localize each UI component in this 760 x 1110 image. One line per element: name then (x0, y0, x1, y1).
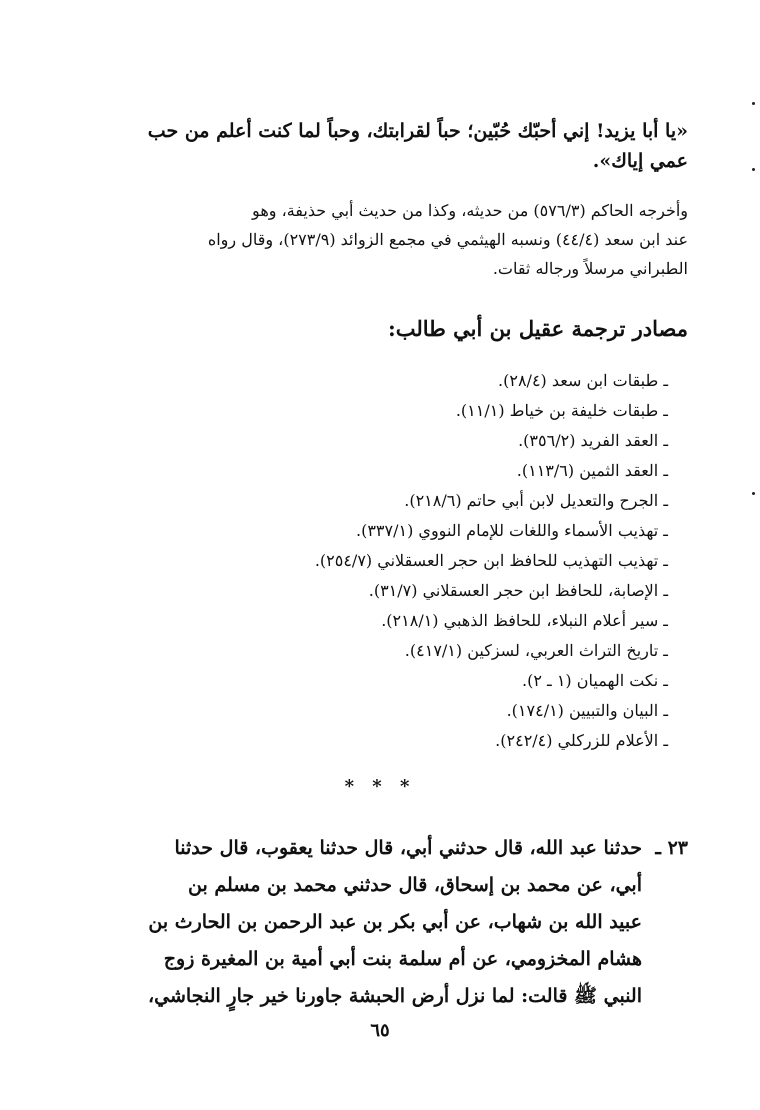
quote-text (108, 116, 688, 176)
list-item: ـ تهذيب التهذيب للحافظ ابن حجر العسقلاني (٢٥٤/٧). (314, 551, 668, 570)
margin-dot (752, 168, 755, 171)
list-item: ـ سير أعلام النبلاء، للحافظ الذهبي (٢١٨/١). (381, 611, 668, 630)
list-item: ـ العقد الفريد (٣٥٦/٢). (518, 431, 668, 450)
list-item: ـ طبقات ابن سعد (٢٨/٤). (498, 371, 668, 390)
hadith-text (108, 830, 688, 1015)
hadith-line: حدثنا عبد الله، قال حدثني أبي، قال حدثنا يعقوب، قال حدثنا (174, 837, 642, 859)
hadith-line: هشام المخزومي، عن أم سلمة بنت أبي أمية بن المغيرة زوج (163, 948, 642, 970)
quote-line: «يا أبا يزيد! إني أحبّك حُبّين؛ حباً لقرابتك، وحباً لما كنت أعلم من حب (147, 120, 688, 142)
paragraph-line: وأخرجه الحاكم (٥٧٦/٣) من حديثه، وكذا من حديث أبي حذيفة، وهو (252, 201, 688, 220)
page-number: ٦٥ (370, 1020, 390, 1041)
list-item: ـ تاريخ التراث العربي، لسزكين (٤١٧/١). (404, 641, 668, 660)
list-item: ـ طبقات خليفة بن خياط (١١/١). (455, 401, 668, 420)
sources-heading: مصادر ترجمة عقيل بن أبي طالب: (387, 316, 688, 341)
list-item: ـ تهذيب الأسماء واللغات للإمام النووي (٣٣٧/١). (356, 521, 668, 540)
margin-dot (752, 102, 755, 105)
hadith-line: عبيد الله بن شهاب، عن أبي بكر بن عبد الرحمن بن الحارث بن (148, 911, 642, 933)
hadith-line: أبي، عن محمد بن إسحاق، قال حدثني محمد بن مسلم بن (188, 874, 642, 896)
hadith-line: النبي ﷺ قالت: لما نزل أرض الحبشة جاورنا خير جارٍ النجاشي، (148, 985, 642, 1007)
list-item: ـ الإصابة، للحافظ ابن حجر العسقلاني (٣١/٧). (368, 581, 668, 600)
hadith-number: ٢٣ ـ (655, 837, 688, 859)
margin-dot (752, 492, 755, 495)
list-item: ـ الجرح والتعديل لابن أبي حاتم (٢١٨/٦). (404, 491, 668, 510)
list-item: ـ نكت الهميان (١ ـ ٢). (522, 671, 668, 690)
sources-list (108, 366, 668, 756)
list-item: ـ البيان والتبيين (١٧٤/١). (506, 701, 668, 720)
quote-line: عمي إياك». (592, 150, 688, 172)
citation-paragraph (108, 196, 688, 283)
paragraph-line: عند ابن سعد (٤٤/٤) ونسبه الهيثمي في مجمع الزوائد (٢٧٣/٩)، وقال رواه (207, 230, 688, 249)
list-item: ـ العقد الثمين (١١٣/٦). (516, 461, 668, 480)
section-separator: * * * (344, 776, 416, 797)
list-item: ـ الأعلام للزركلي (٢٤٢/٤). (495, 731, 668, 750)
paragraph-line: الطبراني مرسلاً ورجاله ثقات. (492, 259, 688, 278)
